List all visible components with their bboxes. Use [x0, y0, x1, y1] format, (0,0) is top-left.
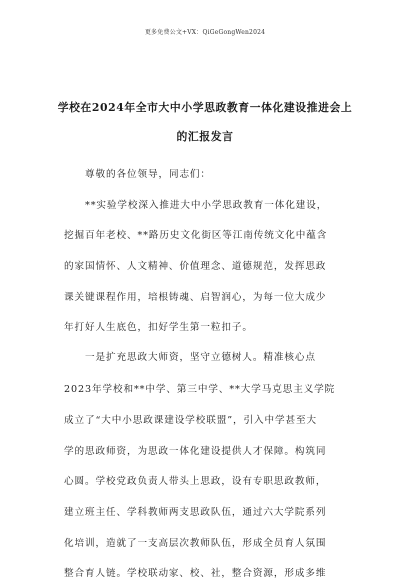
body-line: 2023年学校和**中学、第三中学、**大学马克思主义学院 [64, 384, 336, 395]
header-note: 更多免费公文+VX：QiGeGongWen2024 [144, 29, 266, 36]
body-line: 化培训，造就了一支高层次教师队伍，形成全员育人氛围 [64, 538, 327, 549]
body-line: 成立了“大中小思政课建设学校联盟”，引入中学甚至大 [64, 415, 317, 426]
body-line: 尊敬的各位领导，同志们： [85, 169, 211, 180]
body-line: 一是扩充思政大师资，坚守立德树人。精准核心点 [85, 352, 316, 363]
body-line: 年打好人生底色，扣好学生第一粒扣子。 [64, 322, 253, 333]
body-line: 整合育人链。学校联动家、校、社，整合资源，形成多维 [64, 568, 327, 579]
body-line: 心圆。学校党政负责人带头上思政，设有专职思政教师， [64, 476, 327, 487]
document-title-line-1: 学校在2024年全市大中小学思政教育一体化建设推进会上 [57, 101, 353, 114]
body-line: 课关键课程作用，培根铸魂、启智润心，为每一位大成少 [64, 292, 327, 303]
body-line: 建立班主任、学科教师两支思政队伍，通过六大学院系列 [64, 507, 327, 518]
body-line: **实验学校深入推进大中小学思政教育一体化建设， [85, 200, 328, 211]
document-title-line-2: 的汇报发言 [176, 130, 234, 143]
body-line: 的家国情怀、人文精神、价值理念、道德规范，发挥思政 [64, 261, 327, 272]
body-line: 挖掘百年老校、**路历史文化街区等江南传统文化中蕴含 [64, 230, 328, 241]
body-line: 学的思政师资，为思政一体化建设提供人才保障。构筑同 [64, 446, 327, 457]
